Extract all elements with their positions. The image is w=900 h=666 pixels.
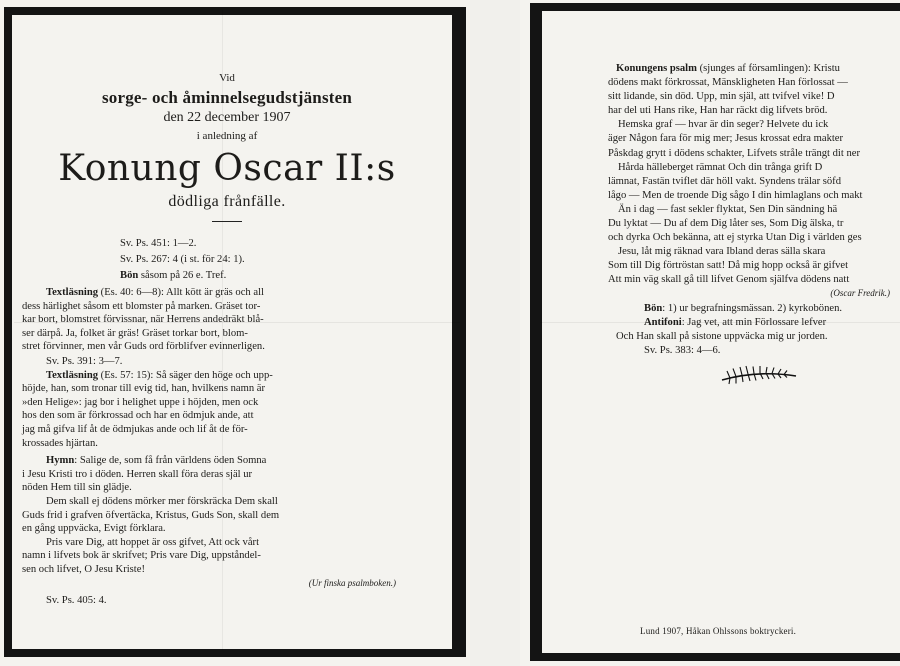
- reading-label: Textläsning: [46, 287, 99, 298]
- reading-line: dess härlighet såsom ett blomster på marken. Gräset tor-: [22, 300, 261, 312]
- hymn-line: : Salige de, som få från världens öden Somna: [74, 455, 267, 467]
- psalm-line: och dyrka Och bekänna, att ej styrka Utan Dig i världen ges: [608, 232, 862, 244]
- hymn-line: Guds frid i grafven öfvertäcka, Kristus, Guds Son, skall dem: [22, 509, 280, 521]
- reading-line: krossades hjärtan.: [22, 437, 98, 449]
- reading-ref: (Es. 57: 15):: [98, 369, 154, 381]
- prayer-line: [608, 302, 900, 316]
- psalm-line: dödens makt förkrossat, Mänskligheten Han förlossat —: [608, 77, 848, 89]
- psalm-line: Hemska graf — hvar är din seger? Helvete du ick: [618, 119, 829, 131]
- prayer-text: såsom på 26 e. Tref.: [138, 270, 227, 281]
- hymn-line: en gång uppväcka, Evigt förklara.: [22, 523, 166, 535]
- death-line: dödliga frånfälle.: [168, 193, 286, 210]
- reading-label: Textläsning: [46, 369, 99, 381]
- right-column: [608, 62, 900, 358]
- antiphon-label: Antifoni: [644, 316, 682, 328]
- printer-credit: Lund 1907, Håkan Ohlssons boktryckeri.: [640, 626, 797, 636]
- hymn-line: nöden Hem till sin glädje.: [22, 482, 132, 494]
- antiphon: [608, 316, 900, 330]
- hymn-line: namn i lifvets bok är skrifvet; Pris vare Dig, uppståndel-: [22, 550, 261, 562]
- prayer-label: Bön: [120, 270, 139, 281]
- reading-line: kar bort, blomstret förvissnar, när Herrens andedräkt blå-: [22, 314, 264, 326]
- vid-line: Vid: [219, 72, 235, 84]
- reading-line: »den Helige»: jag bor i helighet uppe i höjden, men ock: [22, 396, 259, 408]
- reading-line: Så säger den höge och upp-: [153, 369, 273, 381]
- psalm-ref: Sv. Ps. 267: 4 (i st. för 24: 1).: [120, 254, 245, 265]
- psalm-line: har del uti Hans rike, Han har räckt dig lifvets bröd.: [608, 105, 828, 117]
- service-date: den 22 december 1907: [163, 110, 291, 125]
- psalm-line: Hårda hälleberget rämnat Och din trånga grift D: [618, 161, 823, 173]
- psalm-ref: Sv. Ps. 383: 4—6.: [644, 344, 721, 356]
- psalm-source: (Oscar Fredrik.): [830, 287, 890, 298]
- hymn-line: Dem skall ej dödens mörker mer förskräcka Dem skall: [46, 495, 278, 507]
- prayer-line: [22, 268, 432, 284]
- psalm-line: Påskdag grytt i dödens schakter, Lifvets stråle trängt dit ner: [608, 147, 860, 159]
- divider: [212, 221, 242, 222]
- prayer-text: : 1) ur begrafningsmässan. 2) kyrkobönen.: [662, 302, 843, 314]
- reading-line: ser därpå. Ja, folket är gräs! Gräset torkar bort, blom-: [22, 327, 248, 339]
- page-gap: [470, 0, 520, 666]
- hymn-source: (Ur finska psalmboken.): [308, 578, 396, 589]
- kings-psalm: [608, 62, 900, 76]
- reading-line: jag må gifva lif åt de ödmjukas ande och lif åt de för-: [22, 423, 248, 435]
- psalm-line: sitt lidande, sin död. Upp, min själ, att tvifvel vike! D: [608, 91, 835, 103]
- psalm-line: Jesu, låt mig räknad vara Ibland deras sälla skara: [618, 246, 826, 258]
- psalm-ref: Sv. Ps. 405: 4.: [46, 595, 107, 607]
- reading-line: stret förvinner, men vår Guds ord förblifver evinnerligen.: [22, 341, 265, 353]
- reading-1: [22, 286, 432, 354]
- palm-branch-icon: [718, 364, 798, 388]
- psalm-line: Du lyktat — Du af dem Dig låter ses, Som Dig älska, tr: [608, 218, 844, 230]
- hymn-line: sen och lifvet, O Jesu Kriste!: [22, 563, 145, 575]
- psalm-ref: Sv. Ps. 391: 3—7.: [46, 355, 123, 367]
- psalm-label: Konungens psalm: [616, 63, 697, 74]
- antiphon-line: Och Han skall på sistone uppväcka mig ur jorden.: [616, 330, 828, 342]
- occasion-line: i anledning af: [196, 130, 258, 142]
- hymn-stanza-3: [22, 536, 432, 577]
- psalm-line: lämnat, Fastän tviflet där höll vakt. Syndens trälar söfd: [608, 175, 842, 187]
- reading-line: hos den som är förkrossad och har en ödmjuk ande, att: [22, 410, 254, 422]
- prayer-label: Bön: [644, 302, 663, 314]
- psalm-line: äger Någon fara för mig mer; Jesus krossat edra makter: [608, 133, 844, 145]
- reading-line: Allt kött är gräs och all: [163, 287, 264, 298]
- psalm-line: lågo — Men de troende Dig sågo I din himlaglans och makt: [608, 189, 863, 201]
- reading-ref: (Es. 40: 6—8):: [98, 287, 164, 298]
- hymn-line: i Jesu Kristi tro i döden. Herren skall föra deras själ ur: [22, 468, 253, 480]
- psalm-line: Som till Dig förtröstan satt! Då mig hopp också är gifvet: [608, 260, 849, 272]
- hymn-stanza-2: [22, 495, 432, 536]
- left-column: [22, 20, 432, 608]
- king-name-heading: Konung Oscar II:s: [58, 148, 396, 189]
- psalm-line: Än i dag — fast sekler flyktat, Sen Din sändning hä: [618, 203, 838, 215]
- psalm-ref: Sv. Ps. 451: 1—2.: [120, 238, 197, 249]
- service-title: sorge- och åminnelsegudstjänsten: [101, 88, 353, 107]
- hymn-line: Pris vare Dig, att hoppet är oss gifvet, Att ock vårt: [46, 536, 260, 548]
- hymn: [22, 454, 432, 495]
- antiphon-line: : Jag vet, att min Förlossare lefver: [681, 316, 827, 328]
- reading-2: [22, 369, 432, 451]
- psalm-line: (sjunges af församlingen): Kristu: [696, 63, 840, 74]
- hymn-label: Hymn: [46, 455, 75, 467]
- reading-line: höjde, han, som tronar till evig tid, han, hvilkens namn är: [22, 383, 266, 395]
- psalm-line: Att min väg skall gå till lifvet Genom själfva dödens natt: [608, 274, 850, 286]
